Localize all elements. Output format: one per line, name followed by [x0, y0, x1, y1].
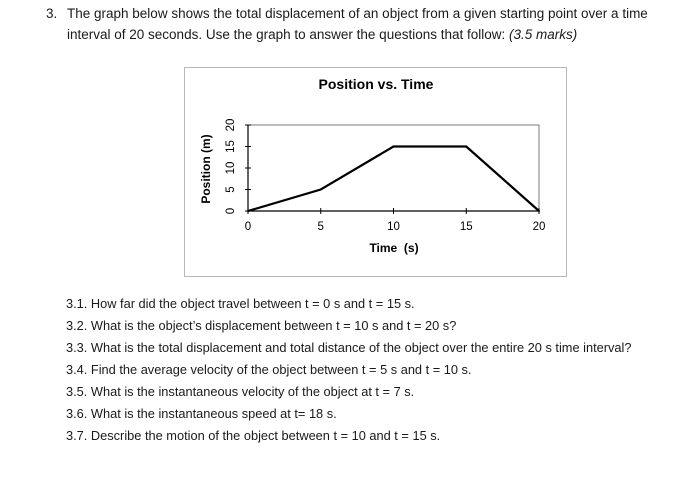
- y-axis-label: Position (m): [199, 134, 213, 204]
- data-point-4: [538, 210, 540, 212]
- y-tick-label-0: 0: [225, 207, 237, 215]
- data-point-3: [465, 146, 467, 148]
- chart-title: Position vs. Time: [318, 76, 434, 92]
- subquestion-5: 3.5. What is the instantaneous velocity of the object at t = 7 s.: [66, 384, 415, 399]
- x-tick-label-0: 0: [244, 221, 252, 233]
- y-tick-label-20: 20: [225, 118, 237, 132]
- chart-figure: [184, 67, 567, 277]
- data-point-1: [320, 189, 322, 191]
- subquestion-1: 3.1. How far did the object travel between t = 0 s and t = 15 s.: [66, 296, 415, 311]
- subquestion-2: 3.2. What is the object’s displacement between t = 10 s and t = 20 s?: [66, 318, 457, 333]
- data-point-0: [247, 210, 249, 212]
- series-line-position: [248, 147, 539, 212]
- question-marks: (3.5 marks): [509, 27, 578, 42]
- question-text-line2: interval of 20 seconds. Use the graph to answer the questions that follow:: [67, 27, 506, 42]
- x-tick-label-10: 10: [387, 221, 400, 233]
- x-tick-label-15: 15: [459, 221, 473, 233]
- x-axis-label: Time (s): [369, 241, 419, 255]
- subquestion-6: 3.6. What is the instantaneous speed at t= 18 s.: [66, 406, 337, 421]
- y-tick-label-15: 15: [225, 140, 237, 153]
- x-tick-label-5: 5: [317, 221, 324, 233]
- x-tick-label-20: 20: [532, 221, 546, 233]
- subquestion-7: 3.7. Describe the motion of the object between t = 10 and t = 15 s.: [66, 428, 441, 443]
- y-tick-label-10: 10: [225, 161, 237, 175]
- y-tick-label-5: 5: [225, 186, 237, 193]
- question-text-line2-block: [67, 27, 577, 42]
- subquestion-3: 3.3. What is the total displacement and total distance of the object over the entire 20 s time interval?: [66, 340, 632, 355]
- subquestion-4: 3.4. Find the average velocity of the object between t = 5 s and t = 10 s.: [66, 362, 472, 377]
- question-number: 3.: [46, 6, 58, 21]
- data-point-2: [393, 146, 395, 148]
- question-text-line1: The graph below shows the total displacement of an object from a given starting point over a time: [67, 6, 648, 21]
- position-time-chart: [185, 68, 566, 276]
